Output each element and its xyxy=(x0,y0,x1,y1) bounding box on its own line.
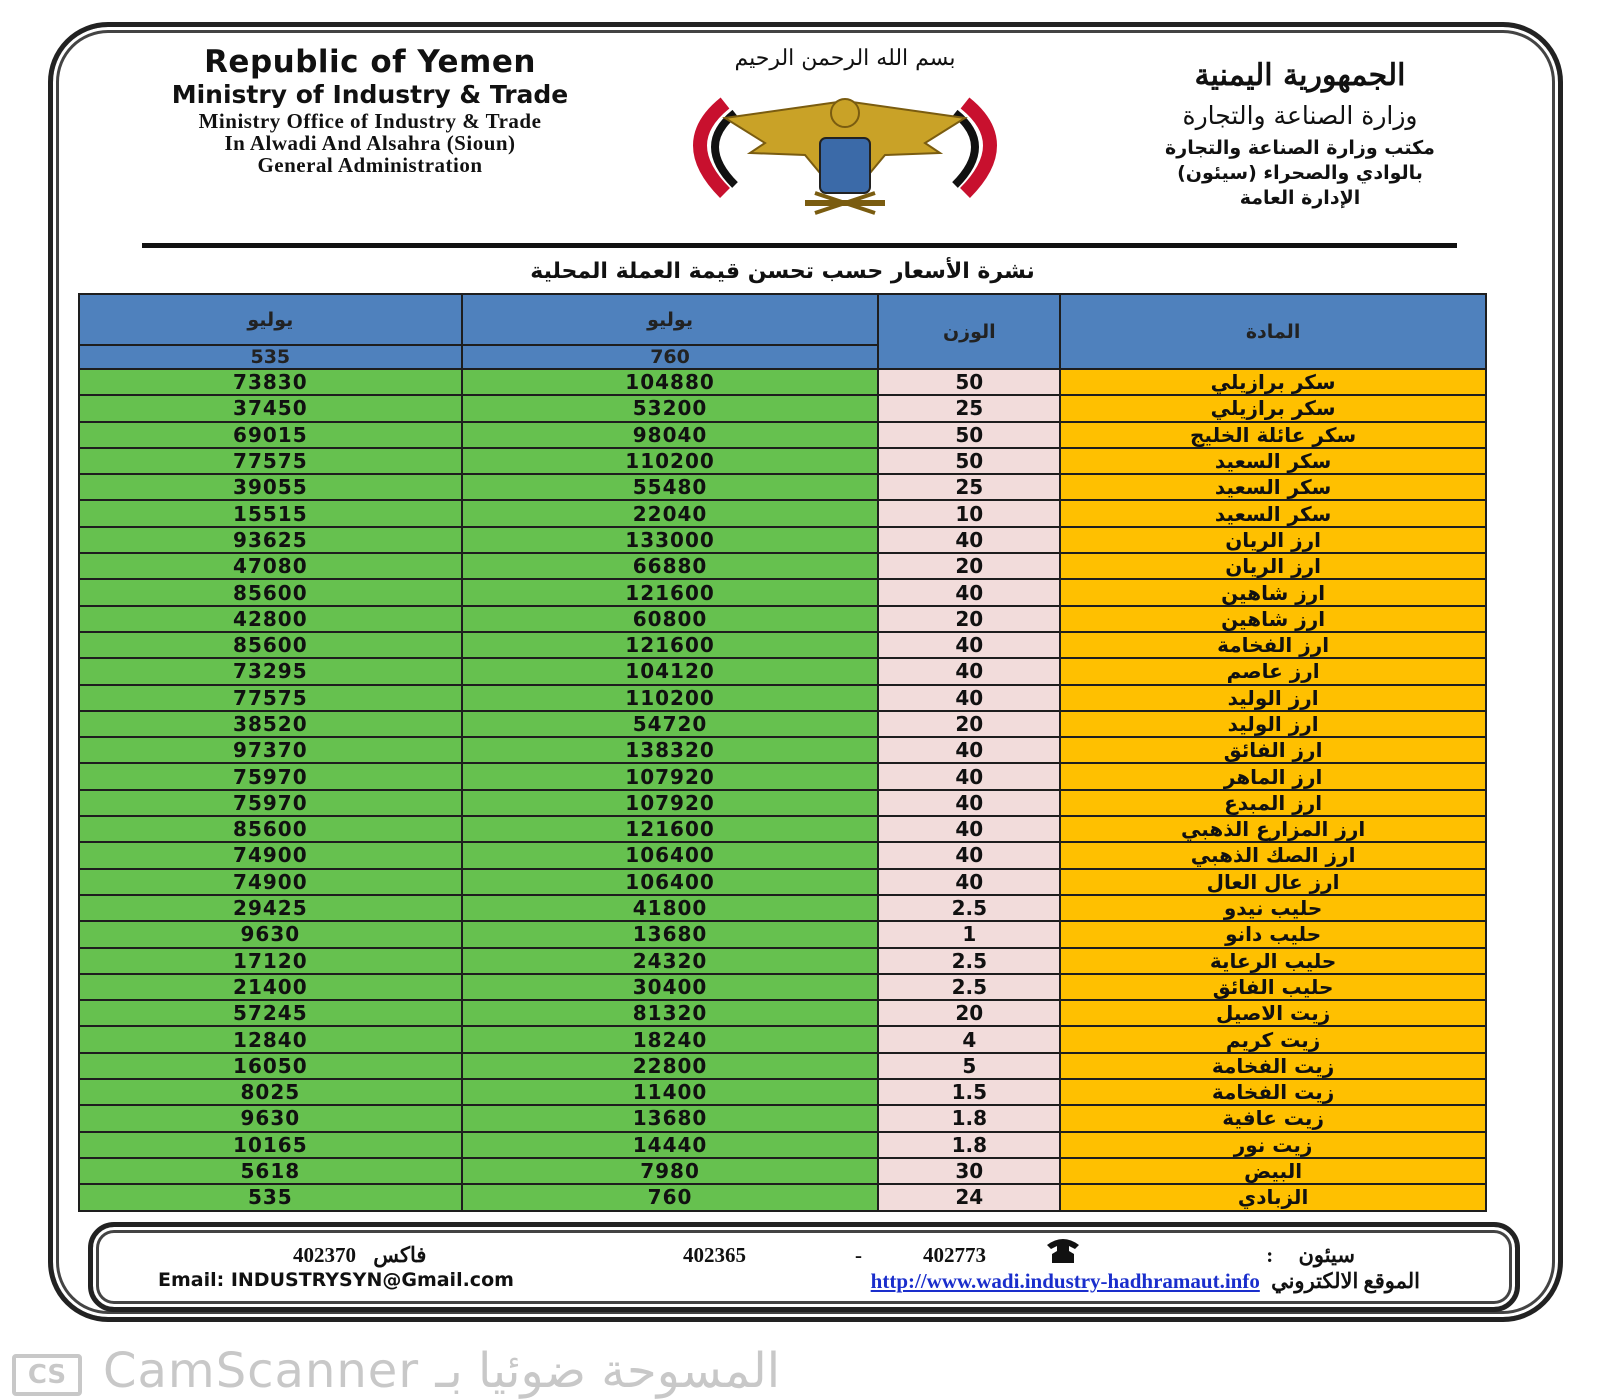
item-cell: البيض xyxy=(1060,1158,1486,1184)
phone-2: 402365 xyxy=(683,1243,746,1267)
country-name-en: Republic of Yemen xyxy=(204,44,536,80)
header-price-month-2: يوليو xyxy=(79,294,462,345)
item-cell: سكر برازيلي xyxy=(1060,369,1486,395)
header-rate-1: 760 xyxy=(462,345,879,369)
price-760-cell: 138320 xyxy=(462,737,879,763)
weight-cell: 1.8 xyxy=(878,1132,1060,1158)
phone-icon xyxy=(1043,1235,1083,1271)
price-535-cell: 17120 xyxy=(79,948,462,974)
price-535-cell: 16050 xyxy=(79,1053,462,1079)
table-row xyxy=(79,395,1486,421)
table-row xyxy=(79,369,1486,395)
weight-cell: 30 xyxy=(878,1158,1060,1184)
price-760-cell: 121600 xyxy=(462,579,879,605)
header-rate-2: 535 xyxy=(79,345,462,369)
office-location-en: In Alwadi And Alsahra (Sioun) xyxy=(224,131,516,155)
camscanner-watermark xyxy=(8,1342,1208,1400)
price-535-cell: 12840 xyxy=(79,1026,462,1052)
price-535-cell: 37450 xyxy=(79,395,462,421)
weight-cell: 40 xyxy=(878,658,1060,684)
item-cell: ارز الوليد xyxy=(1060,685,1486,711)
item-cell: ارز عاصم xyxy=(1060,658,1486,684)
price-535-cell: 39055 xyxy=(79,474,462,500)
weight-cell: 20 xyxy=(878,606,1060,632)
phone-1: 402773 xyxy=(923,1243,986,1267)
item-cell: الزبادي xyxy=(1060,1184,1486,1210)
item-cell: سكر السعيد xyxy=(1060,474,1486,500)
price-535-cell: 85600 xyxy=(79,579,462,605)
price-535-cell: 73830 xyxy=(79,369,462,395)
price-760-cell: 104880 xyxy=(462,369,879,395)
item-cell: زيت الفخامة xyxy=(1060,1079,1486,1105)
weight-cell: 40 xyxy=(878,816,1060,842)
fax-number: 402370 xyxy=(293,1243,356,1267)
price-table xyxy=(78,293,1487,1212)
weight-cell: 4 xyxy=(878,1026,1060,1052)
table-row xyxy=(79,685,1486,711)
table-row xyxy=(79,527,1486,553)
table-row xyxy=(79,632,1486,658)
weight-cell: 1.5 xyxy=(878,1079,1060,1105)
emblem xyxy=(665,45,1025,225)
table-row xyxy=(79,1079,1486,1105)
administration-ar: الإدارة العامة xyxy=(1239,187,1361,209)
price-760-cell: 106400 xyxy=(462,842,879,868)
price-760-cell: 121600 xyxy=(462,816,879,842)
price-760-cell: 60800 xyxy=(462,606,879,632)
table-row xyxy=(79,422,1486,448)
table-row xyxy=(79,763,1486,789)
weight-cell: 5 xyxy=(878,1053,1060,1079)
weight-cell: 24 xyxy=(878,1184,1060,1210)
price-760-cell: 7980 xyxy=(462,1158,879,1184)
item-cell: سكر السعيد xyxy=(1060,500,1486,526)
header-weight: الوزن xyxy=(878,294,1060,369)
item-cell: ارز الصك الذهبي xyxy=(1060,842,1486,868)
price-760-cell: 53200 xyxy=(462,395,879,421)
price-760-cell: 14440 xyxy=(462,1132,879,1158)
price-760-cell: 98040 xyxy=(462,422,879,448)
weight-cell: 50 xyxy=(878,448,1060,474)
table-row xyxy=(79,948,1486,974)
weight-cell: 40 xyxy=(878,790,1060,816)
weight-cell: 40 xyxy=(878,632,1060,658)
camscanner-logo-icon: CS xyxy=(12,1354,82,1396)
website-link[interactable]: http://www.wadi.industry-hadhramaut.info xyxy=(870,1269,1260,1293)
item-cell: سكر برازيلي xyxy=(1060,395,1486,421)
table-row xyxy=(79,1053,1486,1079)
office-name-ar: مكتب وزارة الصناعة والتجارة xyxy=(1165,137,1435,159)
item-cell: زيت الفخامة xyxy=(1060,1053,1486,1079)
table-row xyxy=(79,1105,1486,1131)
country-name-ar: الجمهورية اليمنية xyxy=(1194,58,1406,93)
price-760-cell: 107920 xyxy=(462,763,879,789)
table-row xyxy=(79,658,1486,684)
price-535-cell: 73295 xyxy=(79,658,462,684)
item-cell: ارز الريان xyxy=(1060,553,1486,579)
table-row xyxy=(79,842,1486,868)
price-760-cell: 54720 xyxy=(462,711,879,737)
price-760-cell: 121600 xyxy=(462,632,879,658)
price-535-cell: 38520 xyxy=(79,711,462,737)
table-row xyxy=(79,1132,1486,1158)
weight-cell: 2.5 xyxy=(878,948,1060,974)
office-location-ar: بالوادي والصحراء (سيئون) xyxy=(1177,162,1423,184)
weight-cell: 50 xyxy=(878,369,1060,395)
table-row xyxy=(79,579,1486,605)
eagle-emblem-icon xyxy=(665,73,1025,223)
item-cell: ارز شاهين xyxy=(1060,579,1486,605)
fax-label: فاكس xyxy=(373,1243,427,1267)
price-760-cell: 81320 xyxy=(462,1000,879,1026)
price-535-cell: 93625 xyxy=(79,527,462,553)
price-535-cell: 85600 xyxy=(79,632,462,658)
item-cell: ارز المبدع xyxy=(1060,790,1486,816)
table-row xyxy=(79,1000,1486,1026)
weight-cell: 25 xyxy=(878,395,1060,421)
item-cell: حليب دانو xyxy=(1060,921,1486,947)
weight-cell: 2.5 xyxy=(878,895,1060,921)
price-535-cell: 42800 xyxy=(79,606,462,632)
weight-cell: 25 xyxy=(878,474,1060,500)
contact-footer xyxy=(88,1222,1520,1312)
table-row xyxy=(79,553,1486,579)
table-row xyxy=(79,895,1486,921)
header-english xyxy=(110,44,630,176)
table-row xyxy=(79,500,1486,526)
weight-cell: 20 xyxy=(878,553,1060,579)
item-cell: ارز الريان xyxy=(1060,527,1486,553)
price-535-cell: 29425 xyxy=(79,895,462,921)
weight-cell: 40 xyxy=(878,842,1060,868)
footer-city xyxy=(1266,1243,1355,1268)
price-535-cell: 8025 xyxy=(79,1079,462,1105)
item-cell: ارز الفائق xyxy=(1060,737,1486,763)
table-row xyxy=(79,921,1486,947)
weight-cell: 1.8 xyxy=(878,1105,1060,1131)
table-row xyxy=(79,606,1486,632)
table-row xyxy=(79,1026,1486,1052)
price-760-cell: 107920 xyxy=(462,790,879,816)
header-price-month-1: يوليو xyxy=(462,294,879,345)
price-760-cell: 104120 xyxy=(462,658,879,684)
price-760-cell: 760 xyxy=(462,1184,879,1210)
price-535-cell: 5618 xyxy=(79,1158,462,1184)
price-760-cell: 41800 xyxy=(462,895,879,921)
item-cell: زيت عافية xyxy=(1060,1105,1486,1131)
item-cell: زيت كريم xyxy=(1060,1026,1486,1052)
table-row xyxy=(79,816,1486,842)
weight-cell: 40 xyxy=(878,737,1060,763)
weight-cell: 40 xyxy=(878,527,1060,553)
item-cell: ارز الفخامة xyxy=(1060,632,1486,658)
table-row xyxy=(79,974,1486,1000)
item-cell: ارز الوليد xyxy=(1060,711,1486,737)
weight-cell: 20 xyxy=(878,1000,1060,1026)
price-760-cell: 110200 xyxy=(462,685,879,711)
fax-group xyxy=(293,1243,426,1268)
item-cell: ارز عال العال xyxy=(1060,869,1486,895)
price-535-cell: 535 xyxy=(79,1184,462,1210)
ministry-name-en: Ministry of Industry & Trade xyxy=(171,80,569,109)
price-535-cell: 69015 xyxy=(79,422,462,448)
basmala: بسم الله الرحمن الرحيم xyxy=(734,46,956,71)
administration-en: General Administration xyxy=(257,153,483,177)
price-535-cell: 21400 xyxy=(79,974,462,1000)
price-535-cell: 57245 xyxy=(79,1000,462,1026)
watermark-text: CamScanner المسوحة ضوئيا بـ xyxy=(103,1343,781,1399)
weight-cell: 2.5 xyxy=(878,974,1060,1000)
price-760-cell: 22040 xyxy=(462,500,879,526)
price-535-cell: 77575 xyxy=(79,685,462,711)
weight-cell: 40 xyxy=(878,869,1060,895)
price-535-cell: 10165 xyxy=(79,1132,462,1158)
weight-cell: 40 xyxy=(878,685,1060,711)
price-760-cell: 66880 xyxy=(462,553,879,579)
weight-cell: 40 xyxy=(878,763,1060,789)
price-535-cell: 9630 xyxy=(79,921,462,947)
weight-cell: 20 xyxy=(878,711,1060,737)
item-cell: ارز الماهر xyxy=(1060,763,1486,789)
email-address[interactable]: Email: INDUSTRYSYN@Gmail.com xyxy=(158,1269,514,1291)
price-535-cell: 15515 xyxy=(79,500,462,526)
item-cell: ارز شاهين xyxy=(1060,606,1486,632)
table-row xyxy=(79,790,1486,816)
header-item: المادة xyxy=(1060,294,1486,369)
item-cell: حليب الرعاية xyxy=(1060,948,1486,974)
office-name-en: Ministry Office of Industry & Trade xyxy=(198,109,542,133)
table-row xyxy=(79,737,1486,763)
price-760-cell: 106400 xyxy=(462,869,879,895)
price-535-cell: 85600 xyxy=(79,816,462,842)
header-divider xyxy=(142,243,1457,248)
price-760-cell: 18240 xyxy=(462,1026,879,1052)
table-row xyxy=(79,1184,1486,1210)
price-760-cell: 22800 xyxy=(462,1053,879,1079)
price-760-cell: 55480 xyxy=(462,474,879,500)
price-535-cell: 74900 xyxy=(79,869,462,895)
price-535-cell: 75970 xyxy=(79,763,462,789)
website-label: الموقع الالكتروني xyxy=(1271,1269,1420,1293)
weight-cell: 50 xyxy=(878,422,1060,448)
item-cell: سكر عائلة الخليج xyxy=(1060,422,1486,448)
price-760-cell: 30400 xyxy=(462,974,879,1000)
item-cell: سكر السعيد xyxy=(1060,448,1486,474)
price-535-cell: 77575 xyxy=(79,448,462,474)
item-cell: حليب نيدو xyxy=(1060,895,1486,921)
item-cell: زيت الاصيل xyxy=(1060,1000,1486,1026)
price-760-cell: 110200 xyxy=(462,448,879,474)
city-colon: : xyxy=(1266,1243,1274,1267)
table-row xyxy=(79,1158,1486,1184)
table-row xyxy=(79,869,1486,895)
weight-cell: 1 xyxy=(878,921,1060,947)
price-760-cell: 13680 xyxy=(462,1105,879,1131)
header-arabic xyxy=(1100,56,1500,211)
weight-cell: 40 xyxy=(878,579,1060,605)
table-row xyxy=(79,448,1486,474)
price-760-cell: 13680 xyxy=(462,921,879,947)
website-group xyxy=(871,1269,1420,1294)
price-760-cell: 11400 xyxy=(462,1079,879,1105)
price-535-cell: 74900 xyxy=(79,842,462,868)
price-760-cell: 24320 xyxy=(462,948,879,974)
item-cell: زيت نور xyxy=(1060,1132,1486,1158)
weight-cell: 10 xyxy=(878,500,1060,526)
item-cell: حليب الفائق xyxy=(1060,974,1486,1000)
price-535-cell: 9630 xyxy=(79,1105,462,1131)
price-535-cell: 97370 xyxy=(79,737,462,763)
city-label: سيئون xyxy=(1298,1243,1355,1267)
item-cell: ارز المزارع الذهبي xyxy=(1060,816,1486,842)
price-760-cell: 133000 xyxy=(462,527,879,553)
phone-separator: - xyxy=(855,1243,862,1267)
price-535-cell: 47080 xyxy=(79,553,462,579)
ministry-name-ar: وزارة الصناعة والتجارة xyxy=(1182,101,1418,130)
table-row xyxy=(79,711,1486,737)
price-535-cell: 75970 xyxy=(79,790,462,816)
table-row xyxy=(79,474,1486,500)
bulletin-title: نشرة الأسعار حسب تحسن قيمة العملة المحلية xyxy=(530,259,1035,284)
